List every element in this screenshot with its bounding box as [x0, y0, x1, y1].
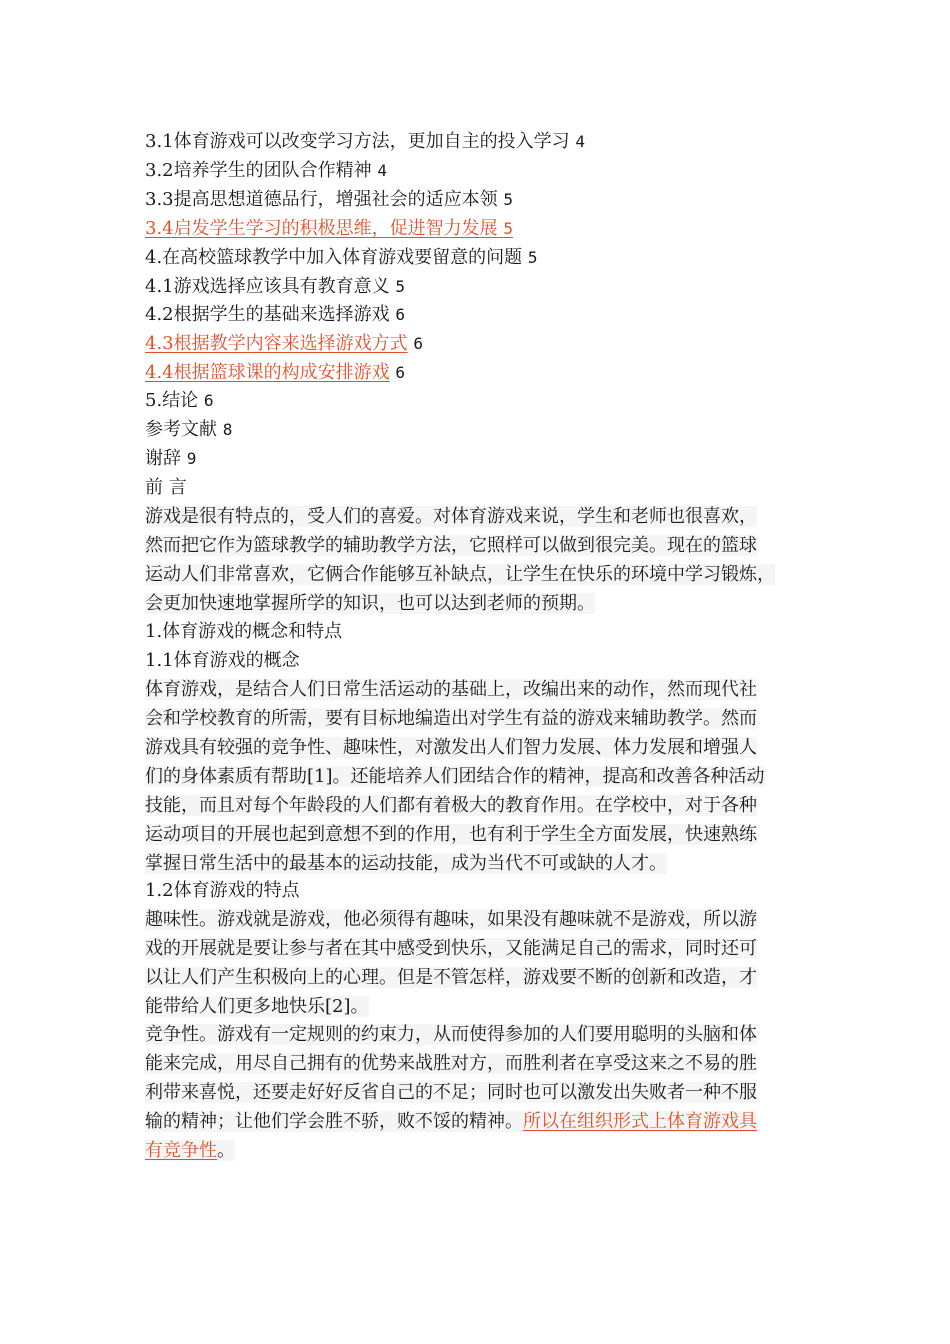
- toc-entry-page: 5: [527, 248, 538, 267]
- paragraph-line: 趣味性。游戏就是游戏，他必须得有趣味，如果没有趣味就不是游戏，所以游: [145, 909, 757, 930]
- toc-entry-3-1: [145, 127, 585, 156]
- toc-entry-text: 4.2根据学生的基础来选择游戏: [145, 304, 390, 325]
- paragraph-line: 能来完成，用尽自己拥有的优势来战胜对方，而胜利者在享受这来之不易的胜: [145, 1053, 757, 1074]
- toc-entry-page: 6: [413, 334, 423, 353]
- toc-entry-references: [145, 415, 232, 444]
- toc-entry-text: 3.2培养学生的团队合作精神: [145, 160, 372, 181]
- toc-entry-4-1: [145, 272, 405, 301]
- paragraph-line: 体育游戏，是结合人们日常生活运动的基础上，改编出来的动作，然而现代社: [145, 679, 757, 700]
- highlighted-phrase[interactable]: 所以在组织形式上体育游戏具: [523, 1111, 757, 1132]
- paragraph-line: 掌握日常生活中的最基本的运动技能，成为当代不可或缺的人才。: [145, 853, 667, 874]
- toc-entry-4: [145, 243, 538, 272]
- preface-line: 然而把它作为篮球教学的辅助教学方法，它照样可以做到很完美。现在的篮球: [145, 535, 757, 556]
- toc-entry-text: 5.结论: [145, 390, 199, 411]
- sentence-end: 。: [217, 1140, 235, 1161]
- toc-entry-text: 谢辞: [145, 448, 181, 469]
- section-1-1-heading: 1.1体育游戏的概念: [145, 650, 300, 671]
- paragraph-line: 能带给人们更多地快乐[2]。: [145, 996, 369, 1017]
- toc-entry-3-3: [145, 185, 513, 214]
- section-1-2-heading: 1.2体育游戏的特点: [145, 880, 300, 901]
- paragraph-line: 运动项目的开展也起到意想不到的作用，也有利于学生全方面发展，快速熟练: [145, 824, 757, 845]
- toc-entry-text: 3.3提高思想道德品行，增强社会的适应本领: [145, 189, 498, 210]
- toc-entry-text[interactable]: 3.4启发学生学习的积极思维，促进智力发展: [145, 218, 498, 239]
- section-1-1-paragraph: [145, 675, 807, 878]
- competition-paragraph: [145, 1020, 807, 1165]
- toc-entry-4-4[interactable]: [145, 358, 405, 387]
- toc-entry-text: 4.在高校篮球教学中加入体育游戏要留意的问题: [145, 247, 523, 268]
- toc-entry-page: 8: [222, 420, 233, 439]
- section-1-heading: 1.体育游戏的概念和特点: [145, 621, 343, 642]
- toc-entry-4-3[interactable]: [145, 329, 423, 358]
- paragraph-line: 们的身体素质有帮助[1]。还能培养人们团结合作的精神，提高和改善各种活动: [145, 766, 765, 787]
- toc-entry-page: 4: [575, 132, 585, 151]
- toc-entry-page: 6: [203, 391, 214, 410]
- toc-entry-3-4[interactable]: [145, 214, 513, 243]
- paragraph-line: 竞争性。游戏有一定规则的约束力，从而使得参加的人们要用聪明的头脑和体: [145, 1024, 757, 1045]
- toc-entry-text: 参考文献: [145, 419, 217, 440]
- toc-entry-page[interactable]: 5: [503, 219, 513, 238]
- paragraph-line: 戏的开展就是要让参与者在其中感受到快乐，又能满足自己的需求，同时还可: [145, 938, 757, 959]
- toc-entry-text[interactable]: 4.4根据篮球课的构成安排游戏: [145, 362, 390, 383]
- toc-entry-page: 9: [186, 449, 197, 468]
- highlighted-phrase-continued[interactable]: 有竞争性: [145, 1140, 217, 1161]
- paragraph-line: 利带来喜悦，还要走好好反省自己的不足；同时也可以激发出失败者一种不服: [145, 1082, 757, 1103]
- preface-line: 会更加快速地掌握所学的知识，也可以达到老师的预期。: [145, 593, 595, 614]
- paragraph-line: 技能，而且对每个年龄段的人们都有着极大的教育作用。在学校中，对于各种: [145, 795, 757, 816]
- toc-entry-acknowledgements: [145, 444, 196, 473]
- toc-entry-text: 4.1游戏选择应该具有教育意义: [145, 276, 390, 297]
- toc-entry-page: 4: [377, 161, 387, 180]
- toc-entry-page: 6: [395, 363, 405, 382]
- preface-title: 前 言: [145, 477, 187, 498]
- toc-entry-text: 3.1体育游戏可以改变学习方法，更加自主的投入学习: [145, 131, 570, 152]
- preface-line: 游戏是很有特点的，受人们的喜爱。对体育游戏来说，学生和老师也很喜欢，: [145, 506, 757, 527]
- toc-entry-5: [145, 386, 214, 415]
- paragraph-line: 以让人们产生积极向上的心理。但是不管怎样，游戏要不断的创新和改造，才: [145, 967, 757, 988]
- paragraph-line: 会和学校教育的所需，要有目标地编造出对学生有益的游戏来辅助教学。然而: [145, 708, 757, 729]
- paragraph-line: 游戏具有较强的竞争性、趣味性，对激发出人们智力发展、体力发展和增强人: [145, 737, 757, 758]
- toc-entry-3-2: [145, 156, 387, 185]
- toc-entry-page: 5: [503, 190, 513, 209]
- toc-entry-page: 5: [395, 277, 405, 296]
- fun-paragraph: [145, 905, 807, 1021]
- preface-line: 运动人们非常喜欢，它俩合作能够互补缺点，让学生在快乐的环境中学习锻炼，: [145, 564, 775, 585]
- toc-entry-page: 6: [395, 305, 405, 324]
- paragraph-line: 输的精神；让他们学会胜不骄，败不馁的精神。: [145, 1111, 523, 1132]
- preface-paragraph: [145, 502, 807, 618]
- toc-entry-4-2: [145, 300, 405, 329]
- toc-entry-text[interactable]: 4.3根据教学内容来选择游戏方式: [145, 333, 408, 354]
